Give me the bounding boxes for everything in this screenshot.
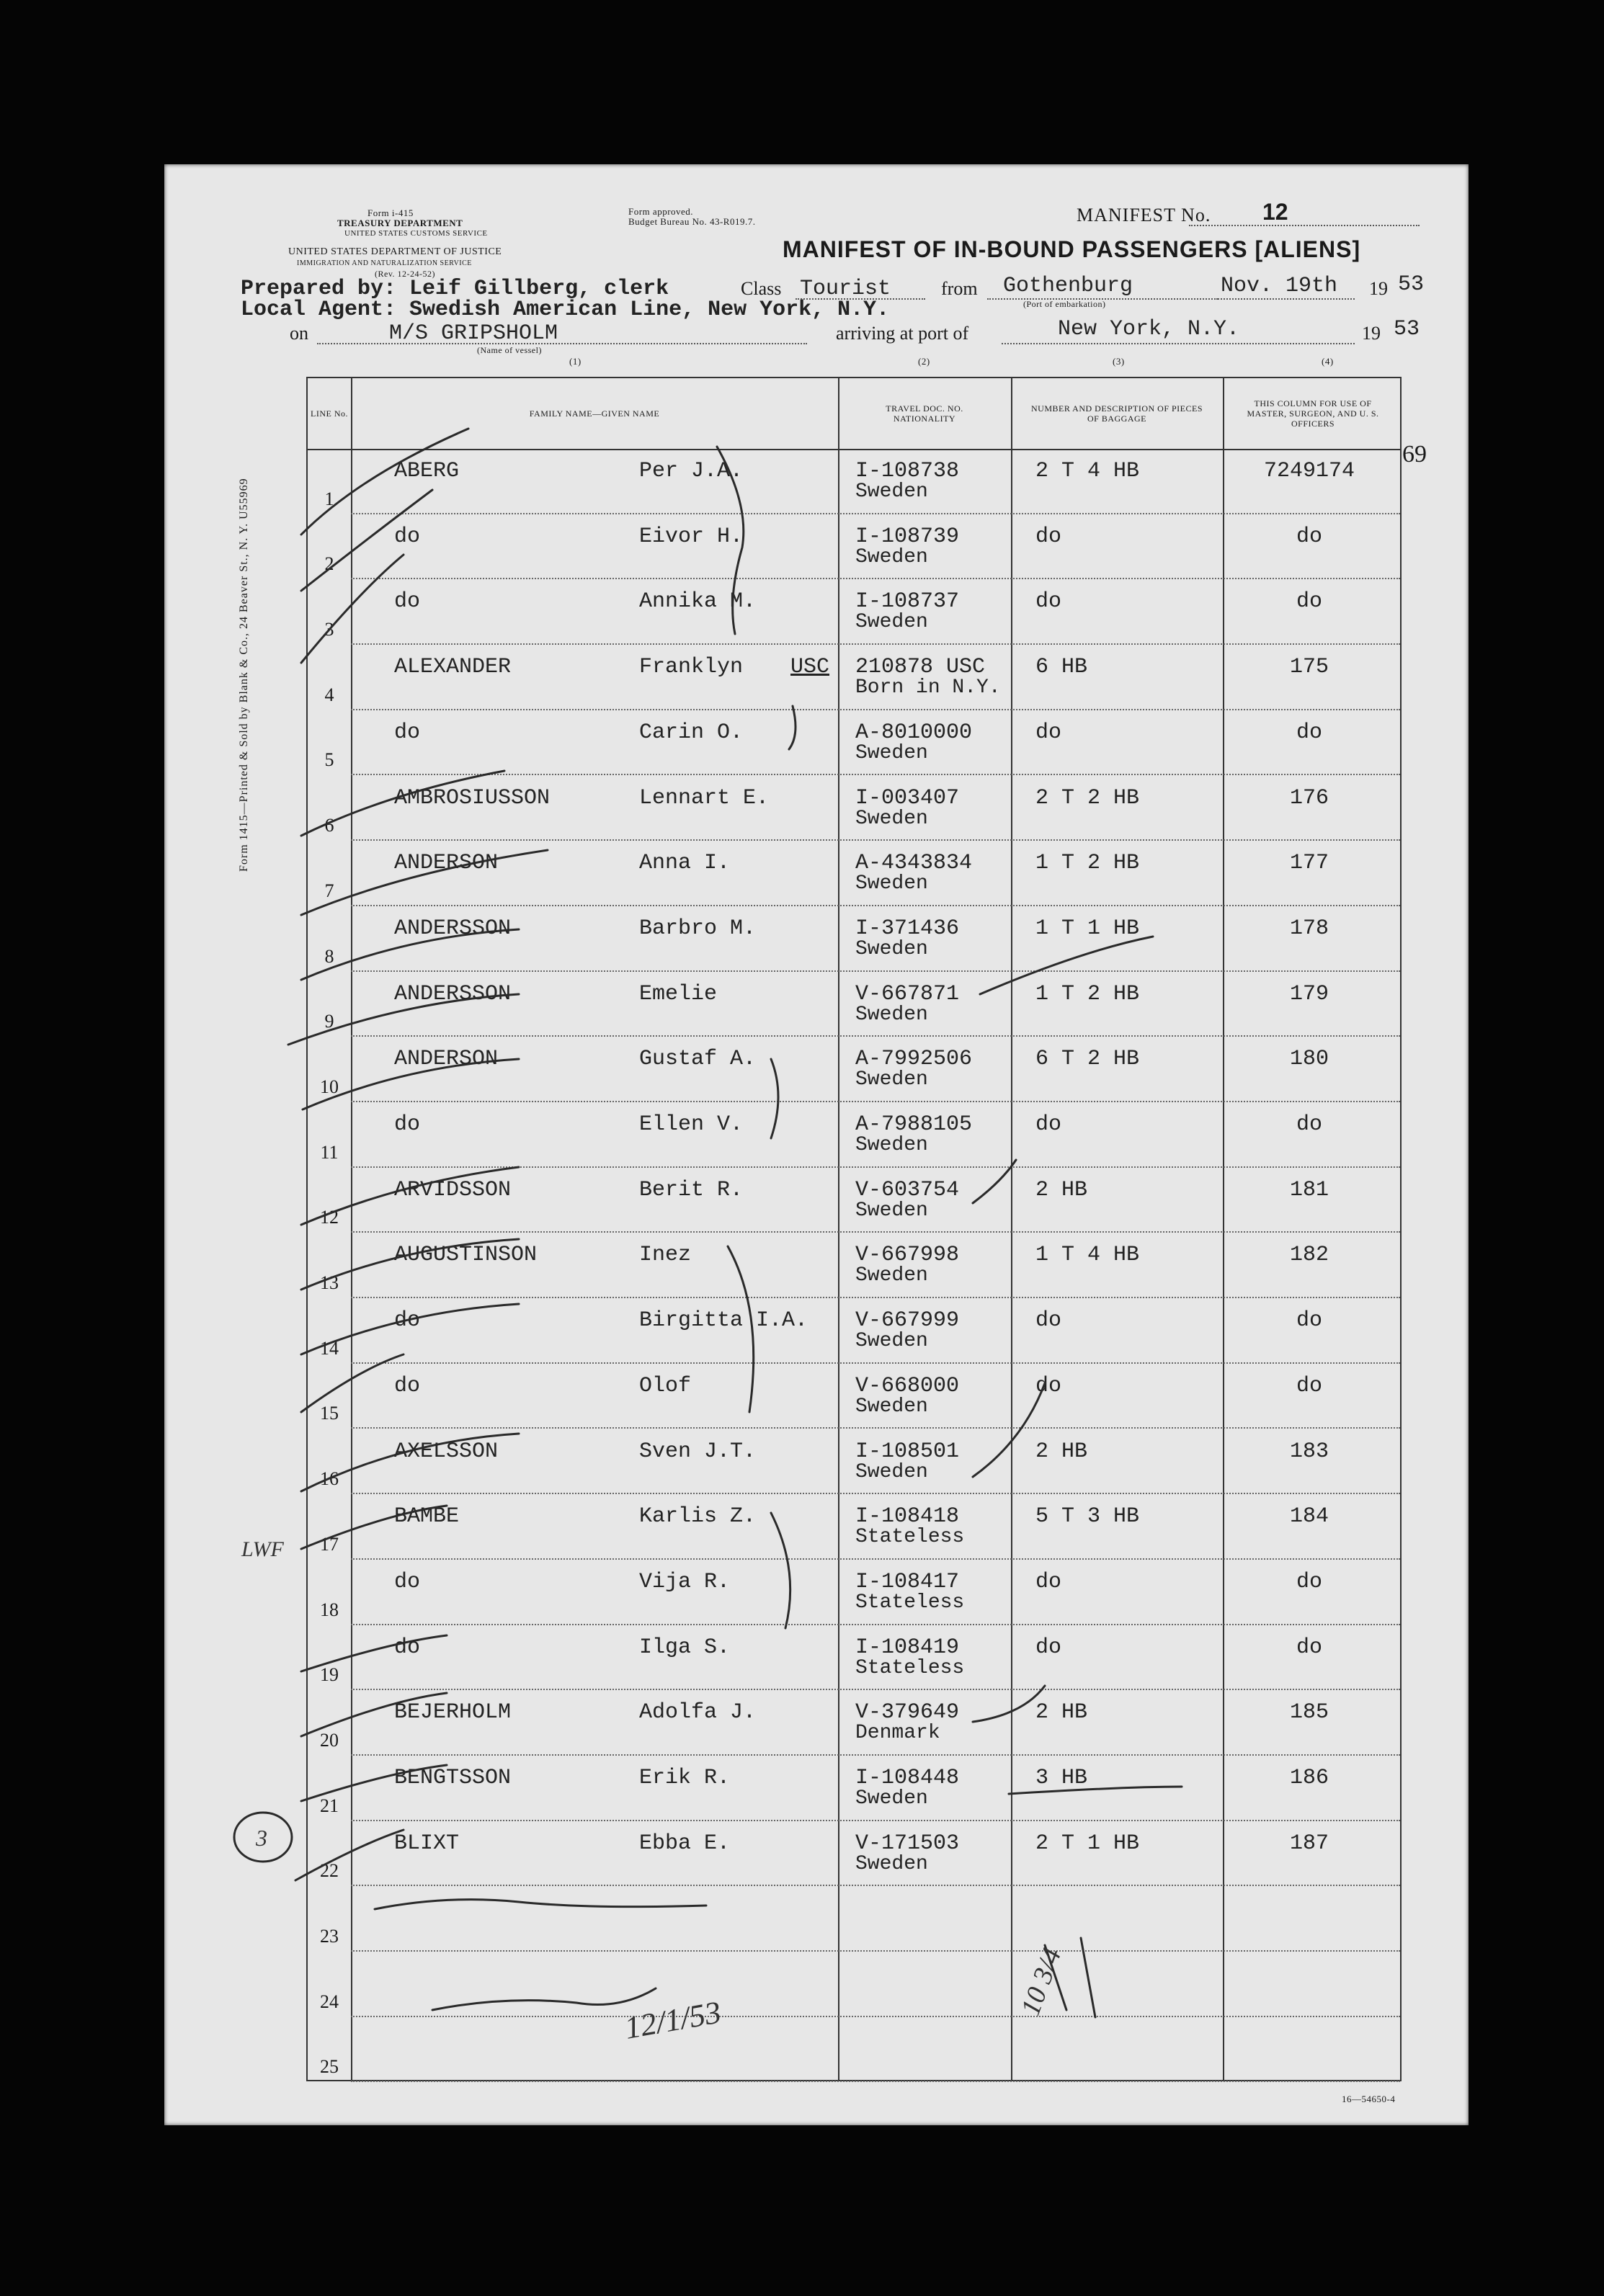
manifest-number: 12 <box>1262 199 1288 225</box>
dept-justice: UNITED STATES DEPARTMENT OF JUSTICE <box>288 246 502 257</box>
line-number: 10 <box>320 1076 339 1097</box>
manifest-label: MANIFEST No. <box>1077 205 1211 225</box>
nationality: Sweden <box>855 807 928 830</box>
table-row <box>308 1886 1400 1952</box>
treasury-dept: TREASURY DEPARTMENT <box>337 218 463 228</box>
baggage-description: 1 T 2 HB <box>1035 851 1140 876</box>
table-row <box>308 1298 1400 1364</box>
officer-entry: do <box>1296 1112 1322 1137</box>
baggage-description: do <box>1035 1308 1062 1334</box>
travel-doc-number: I-108738 <box>855 459 960 483</box>
nationality: Sweden <box>855 937 928 960</box>
given-name: Ellen V. <box>639 1112 744 1137</box>
given-name: Vija R. <box>639 1569 731 1594</box>
prepared-by: Prepared by: Leif Gillberg, clerk <box>241 277 669 301</box>
travel-doc-number: I-108739 <box>855 524 960 549</box>
officer-entry: 177 <box>1289 851 1329 876</box>
family-name: BLIXT <box>394 1831 460 1856</box>
travel-doc-number: A-4343834 <box>855 851 973 876</box>
given-name: Anna I. <box>639 851 731 876</box>
ins-label: IMMIGRATION AND NATURALIZATION SERVICE <box>297 259 472 267</box>
officer-entry: 184 <box>1289 1504 1329 1529</box>
nationality: Stateless <box>855 1591 965 1614</box>
nationality: Stateless <box>855 1656 965 1679</box>
officer-entry: do <box>1296 1308 1322 1334</box>
nationality: Sweden <box>855 545 928 568</box>
officer-entry: 7249174 <box>1263 459 1355 483</box>
table-row <box>308 449 1400 514</box>
line-number: 23 <box>320 1926 339 1947</box>
usc-mark: USC <box>790 655 830 680</box>
table-row <box>308 1364 1400 1429</box>
table-row <box>308 579 1400 645</box>
family-name: do <box>394 1635 421 1660</box>
family-name: ANDERSSON <box>394 981 512 1006</box>
table-row <box>308 710 1400 776</box>
officer-entry: 185 <box>1289 1700 1329 1725</box>
travel-doc-number: V-668000 <box>855 1373 960 1398</box>
nationality: Sweden <box>855 1787 928 1810</box>
family-name: ALEXANDER <box>394 655 512 680</box>
officer-entry: 182 <box>1289 1243 1329 1268</box>
col-header-line: LINE No. <box>311 408 348 419</box>
given-name: Ilga S. <box>639 1635 731 1660</box>
travel-doc-number: V-603754 <box>855 1177 960 1202</box>
arrival-port: New York, N.Y. <box>1058 317 1240 341</box>
nationality: Sweden <box>855 1068 928 1091</box>
officer-entry: do <box>1296 1373 1322 1398</box>
line-number: 9 <box>324 1011 334 1032</box>
form-approved: Form approved. <box>628 206 694 217</box>
family-name: BAMBE <box>394 1504 460 1529</box>
family-name: ANDERSON <box>394 851 499 876</box>
travel-doc-number: I-108418 <box>855 1504 960 1529</box>
given-name: Annika M. <box>639 589 757 615</box>
passenger-table <box>306 377 1402 2081</box>
baggage-description: 1 T 4 HB <box>1035 1243 1140 1268</box>
line-number: 15 <box>320 1403 339 1424</box>
officer-entry: do <box>1296 720 1322 745</box>
baggage-description: do <box>1035 1112 1062 1137</box>
travel-doc-number: I-371436 <box>855 916 960 941</box>
printer-imprint: Form 1415—Printed & Sold by Blank & Co., 24 Beaver St., N. Y. U55969 <box>238 478 250 872</box>
from-value: Gothenburg <box>1003 274 1133 298</box>
rev-date: (Rev. 12-24-52) <box>375 269 436 279</box>
family-name: do <box>394 524 421 549</box>
table-row <box>308 841 1400 906</box>
table-row <box>308 1494 1400 1560</box>
nationality: Sweden <box>855 481 928 503</box>
travel-doc-number: V-667998 <box>855 1243 960 1268</box>
officer-entry: 183 <box>1289 1439 1329 1464</box>
baggage-description: 3 HB <box>1035 1766 1088 1790</box>
given-name: Berit R. <box>639 1177 744 1202</box>
table-row <box>308 1625 1400 1691</box>
vessel-name: M/S GRIPSHOLM <box>389 321 558 346</box>
table-row <box>308 776 1400 841</box>
from-label: from <box>941 278 978 299</box>
line-number: 21 <box>320 1795 339 1816</box>
given-name: Karlis Z. <box>639 1504 757 1529</box>
date-line <box>1218 298 1355 300</box>
nationality: Sweden <box>855 1460 928 1483</box>
line-number: 7 <box>324 880 334 901</box>
nationality: Sweden <box>855 1199 928 1222</box>
col-header-officers: THIS COLUMN FOR USE OF MASTER, SURGEON, AND U. S. OFFICERS <box>1247 398 1379 429</box>
baggage-description: do <box>1035 589 1062 615</box>
arrival-year-prefix: 19 <box>1362 323 1381 344</box>
table-row <box>308 1952 1400 2017</box>
travel-doc-number: V-379649 <box>855 1700 960 1725</box>
officer-entry: do <box>1296 1569 1322 1594</box>
table-row <box>308 1821 1400 1887</box>
officer-entry: do <box>1296 524 1322 549</box>
line-number: 16 <box>320 1468 339 1490</box>
given-name: Erik R. <box>639 1766 731 1790</box>
table-row <box>308 645 1400 710</box>
given-name: Olof <box>639 1373 692 1398</box>
given-name: Emelie <box>639 981 718 1006</box>
baggage-description: 1 T 2 HB <box>1035 981 1140 1006</box>
table-row <box>308 1037 1400 1102</box>
family-name: do <box>394 1308 421 1334</box>
table-row <box>308 1756 1400 1821</box>
family-name: ARVIDSSON <box>394 1177 512 1202</box>
family-name: do <box>394 589 421 615</box>
year-prefix: 19 <box>1369 278 1388 299</box>
nationality: Stateless <box>855 1526 965 1549</box>
col-header-travel-doc: TRAVEL DOC. NO. NATIONALITY <box>886 403 963 424</box>
sheet-number: 69 <box>1402 441 1427 468</box>
baggage-description: do <box>1035 524 1062 549</box>
col-header-baggage: NUMBER AND DESCRIPTION OF PIECES OF BAGGAGE <box>1030 403 1203 424</box>
table-row <box>308 1102 1400 1168</box>
class-value: Tourist <box>800 277 891 301</box>
nationality: Sweden <box>855 741 928 764</box>
given-name: Birgitta I.A. <box>639 1308 808 1334</box>
table-row <box>308 1690 1400 1756</box>
family-name: ANDERSON <box>394 1047 499 1072</box>
table-row <box>308 1233 1400 1298</box>
baggage-description: 1 T 1 HB <box>1035 916 1140 941</box>
customs-service: UNITED STATES CUSTOMS SERVICE <box>344 229 488 238</box>
date-value: Nov. 19th <box>1221 274 1338 298</box>
year-value: 53 <box>1398 272 1425 297</box>
line-number: 19 <box>320 1664 339 1686</box>
baggage-description: 6 T 2 HB <box>1035 1047 1140 1072</box>
footer-code: 16—54650-4 <box>1342 2094 1396 2104</box>
officer-entry: 176 <box>1289 785 1329 810</box>
budget-bureau: Budget Bureau No. 43-R019.7. <box>628 216 756 227</box>
baggage-description: 2 HB <box>1035 1177 1088 1202</box>
given-name: Ebba E. <box>639 1831 731 1856</box>
given-name: Carin O. <box>639 720 744 745</box>
officer-entry: 175 <box>1289 655 1329 680</box>
given-name: Sven J.T. <box>639 1439 757 1464</box>
nationality: Denmark <box>855 1722 940 1745</box>
handwritten-count: 10 3/4 <box>1015 1944 1068 2020</box>
family-name: ANDERSSON <box>394 916 512 941</box>
class-label: Class <box>741 278 782 299</box>
travel-doc-number: I-108419 <box>855 1635 960 1660</box>
officer-entry: 181 <box>1289 1177 1329 1202</box>
line-number: 18 <box>320 1599 339 1620</box>
family-name: AMBROSIUSSON <box>394 785 551 810</box>
baggage-description: 2 T 2 HB <box>1035 785 1140 810</box>
baggage-description: do <box>1035 1569 1062 1594</box>
page-title: MANIFEST OF IN-BOUND PASSENGERS [ALIENS] <box>783 236 1361 262</box>
line-number: 17 <box>320 1533 339 1555</box>
table-row <box>308 1560 1400 1625</box>
form-number: Form i-415 <box>367 207 414 218</box>
travel-doc-number: I-108737 <box>855 589 960 615</box>
nationality: Sweden <box>855 1330 928 1353</box>
local-agent: Local Agent: Swedish American Line, New York, N.Y. <box>241 298 890 322</box>
travel-doc-number: V-171503 <box>855 1831 960 1856</box>
family-name: BEJERHOLM <box>394 1700 512 1725</box>
travel-doc-number: V-667871 <box>855 981 960 1006</box>
nationality: Born in N.Y. <box>855 676 1001 700</box>
line-number: 4 <box>324 684 334 705</box>
nationality: Sweden <box>855 1264 928 1287</box>
handwritten-margin-note: LWF <box>241 1537 284 1561</box>
nationality: Sweden <box>855 1134 928 1156</box>
arriving-label: arriving at port of <box>836 323 969 344</box>
given-name: Per J.A. <box>639 459 744 483</box>
travel-doc-number: V-667999 <box>855 1308 960 1334</box>
arrival-line <box>1002 343 1355 344</box>
travel-doc-number: A-8010000 <box>855 720 973 745</box>
nationality: Sweden <box>855 872 928 895</box>
family-name: AUGUSTINSON <box>394 1243 538 1268</box>
baggage-description: 2 T 4 HB <box>1035 459 1140 483</box>
family-name: do <box>394 720 421 745</box>
vessel-note: (Name of vessel) <box>477 345 542 355</box>
officer-entry: 180 <box>1289 1047 1329 1072</box>
family-name: BENGTSSON <box>394 1766 512 1790</box>
row-rule <box>351 2081 1400 2082</box>
line-number: 12 <box>320 1207 339 1228</box>
table-row <box>308 906 1400 972</box>
family-name: ABERG <box>394 459 460 483</box>
handwritten-date: 12/1/53 <box>622 1994 724 2046</box>
baggage-description: do <box>1035 1373 1062 1398</box>
line-number: 5 <box>324 749 334 771</box>
officer-entry: 178 <box>1289 916 1329 941</box>
officer-entry: do <box>1296 1635 1322 1660</box>
travel-doc-number: A-7988105 <box>855 1112 973 1137</box>
officer-entry: 187 <box>1289 1831 1329 1856</box>
family-name: AXELSSON <box>394 1439 499 1464</box>
table-row <box>308 2017 1400 2083</box>
arrival-year: 53 <box>1394 317 1420 341</box>
baggage-description: 2 HB <box>1035 1439 1088 1464</box>
table-row <box>308 514 1400 580</box>
line-number: 8 <box>324 945 334 967</box>
handwritten-circled-number: 3 <box>256 1825 267 1851</box>
line-number: 20 <box>320 1729 339 1751</box>
line-number: 11 <box>320 1141 339 1163</box>
nationality: Sweden <box>855 1395 928 1418</box>
line-number: 13 <box>320 1272 339 1294</box>
given-name: Lennart E. <box>639 785 770 810</box>
line-number: 22 <box>320 1860 339 1882</box>
col-num-2: (2) <box>918 356 930 367</box>
line-number: 3 <box>324 619 334 640</box>
officer-entry: 179 <box>1289 981 1329 1006</box>
col-header-name: FAMILY NAME—GIVEN NAME <box>529 408 660 419</box>
given-name: Inez <box>639 1243 692 1268</box>
table-row <box>308 1429 1400 1495</box>
officer-entry: 186 <box>1289 1766 1329 1790</box>
travel-doc-number: I-108448 <box>855 1766 960 1790</box>
table-row <box>308 1168 1400 1233</box>
officer-entry: do <box>1296 589 1322 615</box>
nationality: Sweden <box>855 1003 928 1026</box>
nationality: Sweden <box>855 1852 928 1875</box>
line-number: 2 <box>324 553 334 575</box>
line-number: 6 <box>324 815 334 836</box>
given-name: Gustaf A. <box>639 1047 757 1072</box>
given-name: Eivor H. <box>639 524 744 549</box>
travel-doc-number: I-003407 <box>855 785 960 810</box>
line-number: 25 <box>320 2056 339 2078</box>
family-name: do <box>394 1569 421 1594</box>
travel-doc-number: I-108417 <box>855 1569 960 1594</box>
baggage-description: 2 T 1 HB <box>1035 1831 1140 1856</box>
travel-doc-number: A-7992506 <box>855 1047 973 1072</box>
baggage-description: 2 HB <box>1035 1700 1088 1725</box>
baggage-description: do <box>1035 1635 1062 1660</box>
family-name: do <box>394 1112 421 1137</box>
table-row <box>308 972 1400 1037</box>
nationality: Sweden <box>855 611 928 634</box>
baggage-description: 6 HB <box>1035 655 1088 680</box>
family-name: do <box>394 1373 421 1398</box>
manifest-no-line <box>1189 225 1420 226</box>
col-num-3: (3) <box>1113 356 1125 367</box>
line-number: 24 <box>320 1991 339 2012</box>
travel-doc-number: I-108501 <box>855 1439 960 1464</box>
col-num-1: (1) <box>569 356 582 367</box>
col-num-4: (4) <box>1322 356 1334 367</box>
baggage-description: 5 T 3 HB <box>1035 1504 1140 1529</box>
given-name: Barbro M. <box>639 916 757 941</box>
given-name: Franklyn <box>639 655 744 680</box>
given-name: Adolfa J. <box>639 1700 757 1725</box>
on-label: on <box>290 323 308 344</box>
travel-doc-number: 210878 USC <box>855 655 986 680</box>
line-number: 1 <box>324 488 334 509</box>
line-number: 14 <box>320 1337 339 1359</box>
embark-note: (Port of embarkation) <box>1023 299 1106 309</box>
baggage-description: do <box>1035 720 1062 745</box>
